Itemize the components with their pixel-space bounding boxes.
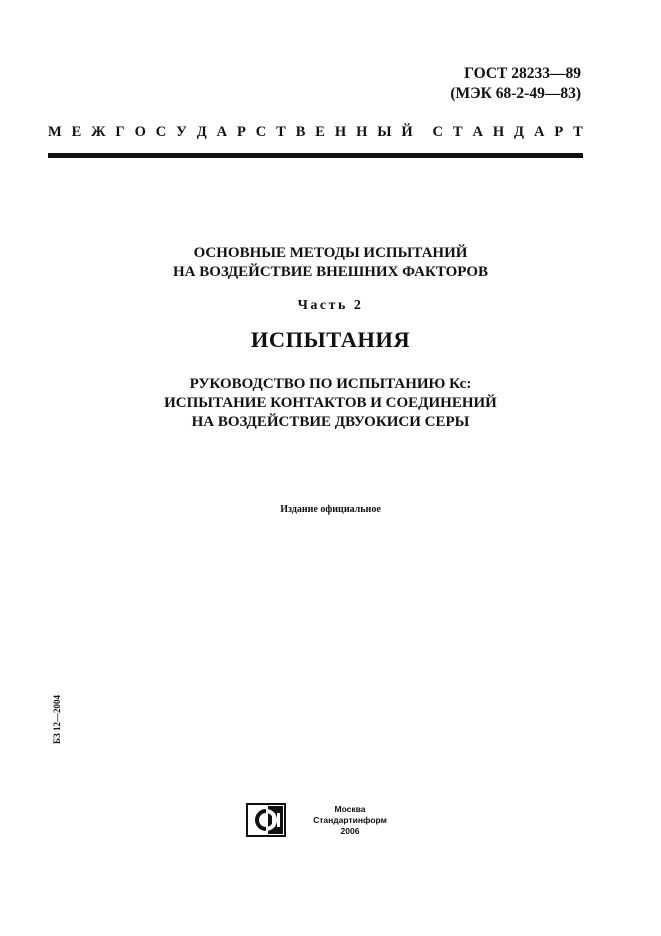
publisher-year: 2006 xyxy=(340,826,360,836)
publisher-block xyxy=(305,804,395,837)
banner-letter: С xyxy=(255,124,267,140)
title-line-1: ОСНОВНЫЕ МЕТОДЫ ИСПЫТАНИЙ xyxy=(193,245,468,261)
banner-letter: Е xyxy=(315,124,325,140)
document-title xyxy=(0,244,661,282)
iec-number: (МЭК 68-2-49—83) xyxy=(450,85,581,102)
standard-number-block xyxy=(450,64,581,104)
banner-letter: Т xyxy=(573,124,583,140)
banner-letter: Р xyxy=(554,124,564,140)
banner-letter: С xyxy=(155,124,167,140)
banner-letter: С xyxy=(432,124,443,140)
banner-letter: Н xyxy=(356,124,368,140)
banner-letter: Н xyxy=(334,124,347,140)
publisher-city: Москва xyxy=(334,804,366,814)
banner-letter: Е xyxy=(71,124,82,140)
banner-letter: У xyxy=(176,124,187,140)
standard-number: ГОСТ 28233—89 xyxy=(464,65,581,82)
banner-letter: Г xyxy=(115,124,125,140)
banner-letter: Ы xyxy=(377,124,392,140)
banner-letter: Т xyxy=(452,124,463,140)
part-label: Часть 2 xyxy=(297,298,364,313)
banner-letter: В xyxy=(295,124,306,140)
subtitle-line-2: ИСПЫТАНИЕ КОНТАКТОВ И СОЕДИНЕНИЙ xyxy=(164,395,497,411)
standartinform-logo-icon xyxy=(246,803,286,837)
banner-letter: Й xyxy=(401,124,413,140)
banner-letter: А xyxy=(216,124,228,140)
banner-letter: А xyxy=(472,124,483,140)
banner-letter: Ж xyxy=(91,124,106,140)
banner-letter: О xyxy=(134,124,146,140)
banner-letter: А xyxy=(533,124,545,140)
banner-letter: Т xyxy=(276,124,286,140)
banner-letter: Н xyxy=(492,124,505,140)
banner-letter: Д xyxy=(514,124,525,140)
edition-label: Издание официальное xyxy=(280,504,381,515)
banner-letter: Д xyxy=(196,124,207,140)
banner-letter: Р xyxy=(236,124,246,140)
subtitle-line-3: НА ВОЗДЕЙСТВИЕ ДВУОКИСИ СЕРЫ xyxy=(191,414,470,430)
banner-rule xyxy=(48,153,583,158)
document-subtitle xyxy=(0,375,661,432)
main-title: ИСПЫТАНИЯ xyxy=(250,327,411,352)
subtitle-line-1: РУКОВОДСТВО ПО ИСПЫТАНИЮ Кс: xyxy=(189,376,472,392)
publisher-name: Стандартинформ xyxy=(313,815,387,825)
banner-letter: М xyxy=(48,124,62,140)
title-line-2: НА ВОЗДЕЙСТВИЕ ВНЕШНИХ ФАКТОРОВ xyxy=(172,264,489,280)
side-code: БЗ 12—2004 xyxy=(52,695,62,744)
interstate-standard-banner xyxy=(48,124,583,141)
